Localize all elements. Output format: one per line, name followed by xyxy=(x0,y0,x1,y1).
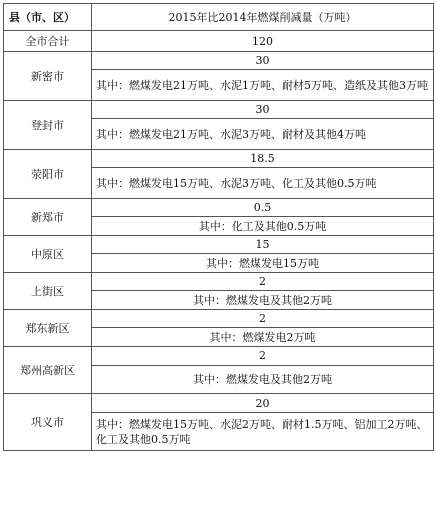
header-row xyxy=(4,4,434,31)
reduction-detail: 其中：燃煤发电2万吨 xyxy=(92,328,434,347)
reduction-value: 2 xyxy=(92,310,434,328)
reduction-value: 18.5 xyxy=(92,150,434,168)
reduction-value: 15 xyxy=(92,236,434,254)
district-name: 新郑市 xyxy=(4,199,92,236)
reduction-detail: 其中：燃煤发电15万吨 xyxy=(92,254,434,273)
reduction-detail: 其中：燃煤发电及其他2万吨 xyxy=(92,365,434,393)
table-row xyxy=(4,310,434,328)
district-name: 上街区 xyxy=(4,273,92,310)
table-row xyxy=(4,199,434,217)
district-name: 巩义市 xyxy=(4,394,92,451)
district-name: 荥阳市 xyxy=(4,150,92,199)
district-name: 新密市 xyxy=(4,52,92,101)
coal-reduction-table xyxy=(3,3,434,451)
district-name: 郑东新区 xyxy=(4,310,92,347)
total-value: 120 xyxy=(92,31,434,52)
district-name: 郑州高新区 xyxy=(4,347,92,394)
header-reduction: 2015年比2014年燃煤削减量（万吨） xyxy=(92,4,434,31)
header-district: 县（市、区） xyxy=(4,4,92,31)
reduction-value: 0.5 xyxy=(92,199,434,217)
table-row xyxy=(4,347,434,366)
reduction-detail: 其中：化工及其他0.5万吨 xyxy=(92,217,434,236)
reduction-value: 30 xyxy=(92,52,434,70)
reduction-value: 30 xyxy=(92,101,434,119)
reduction-value: 20 xyxy=(92,394,434,413)
reduction-detail: 其中：燃煤发电15万吨、水泥3万吨、化工及其他0.5万吨 xyxy=(92,168,434,199)
district-name: 登封市 xyxy=(4,101,92,150)
table-row xyxy=(4,236,434,254)
total-row xyxy=(4,31,434,52)
table-row xyxy=(4,101,434,119)
reduction-detail: 其中：燃煤发电21万吨、水泥3万吨、耐材及其他4万吨 xyxy=(92,119,434,150)
total-name: 全市合计 xyxy=(4,31,92,52)
table-row xyxy=(4,52,434,70)
reduction-detail: 其中：燃煤发电21万吨、水泥1万吨、耐材5万吨、造纸及其他3万吨 xyxy=(92,70,434,101)
district-name: 中原区 xyxy=(4,236,92,273)
table-row xyxy=(4,150,434,168)
table-row xyxy=(4,394,434,413)
reduction-detail: 其中：燃煤发电及其他2万吨 xyxy=(92,291,434,310)
reduction-detail: 其中：燃煤发电15万吨、水泥2万吨、耐材1.5万吨、铝加工2万吨、化工及其他0.5万吨 xyxy=(92,413,434,451)
table-row xyxy=(4,273,434,291)
reduction-value: 2 xyxy=(92,347,434,366)
reduction-value: 2 xyxy=(92,273,434,291)
